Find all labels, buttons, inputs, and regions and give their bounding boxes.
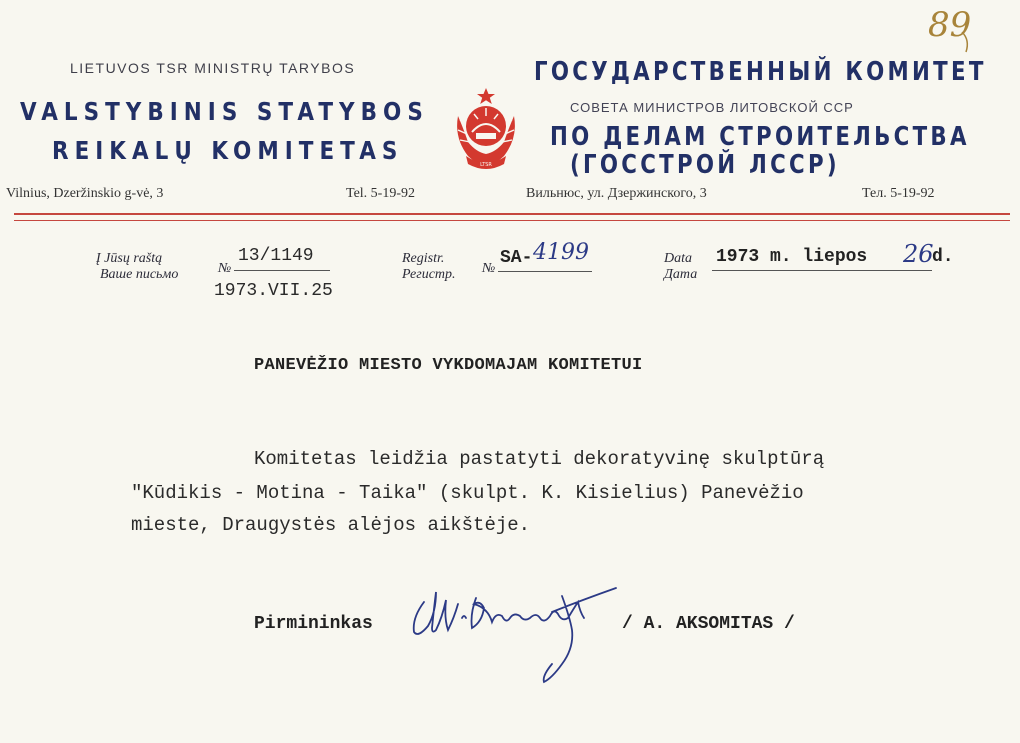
your-letter-number: 13/1149 xyxy=(238,246,314,266)
date-suffix: d. xyxy=(932,247,954,267)
your-letter-number-line xyxy=(234,270,330,271)
registration-number-handwritten: 4199 xyxy=(533,240,589,265)
committee-name-ru-line2: ПО ДЕЛАМ СТРОИТЕЛЬСТВА xyxy=(550,122,970,152)
committee-name-ru-line3: (ГОССТРОЙ ЛССР) xyxy=(570,150,840,180)
body-line-1: Komitetas leidžia pastatyti dekoratyvinę skulptūrą xyxy=(254,448,825,470)
committee-name-lt-line2: REIKALŲ KOMITETAS xyxy=(52,136,404,165)
no-symbol-registr: № xyxy=(482,261,496,276)
date-label-lt: Data xyxy=(664,251,692,266)
handwritten-signature xyxy=(402,578,622,686)
date-label-ru: Дата xyxy=(664,267,698,282)
committee-name-ru-line1: ГОСУДАРСТВЕННЫЙ КОМИТЕТ xyxy=(534,57,987,87)
no-symbol: № xyxy=(218,261,232,276)
registration-label-lt: Registr. xyxy=(402,251,445,266)
tel-lt: Tel. 5-19-92 xyxy=(346,186,416,201)
your-letter-label-ru: Ваше письмо xyxy=(100,267,179,282)
signatory-name: / A. AKSOMITAS / xyxy=(622,614,795,634)
tel-ru: Тел. 5-19-92 xyxy=(862,186,935,201)
your-letter-date: 1973.VII.25 xyxy=(214,281,333,301)
registration-number-line xyxy=(498,271,592,272)
date-line xyxy=(712,270,932,271)
registration-prefix: SA- xyxy=(500,248,533,268)
letterhead-rule-thin xyxy=(14,220,1010,221)
page-number-mark xyxy=(926,2,982,54)
date-typed: 1973 m. liepos xyxy=(716,247,868,267)
svg-text:LTSR: LTSR xyxy=(480,162,492,168)
council-ru: СОВЕТА МИНИСТРОВ ЛИТОВСКОЙ ССР xyxy=(570,100,854,115)
committee-name-lt-line1: VALSTYBINIS STATYBOS xyxy=(20,97,429,126)
address-ru: Вильнюс, ул. Дзержинского, 3 xyxy=(526,186,707,201)
body-line-2: "Kūdikis - Motina - Taika" (skulpt. K. Kisielius) Panevėžio xyxy=(131,482,804,504)
signatory-title: Pirmininkas xyxy=(254,614,373,634)
your-letter-label-lt: Į Jūsų raštą xyxy=(96,251,163,266)
addressee: PANEVĖŽIO MIESTO VYKDOMAJAM KOMITETUI xyxy=(254,356,643,375)
date-day-handwritten: 26 xyxy=(903,240,934,268)
body-line-3: mieste, Draugystės alėjos aikštėje. xyxy=(131,514,531,536)
lithuanian-ssr-emblem-icon xyxy=(448,86,524,172)
ministry-council-lt: LIETUVOS TSR MINISTRŲ TARYBOS xyxy=(70,60,356,76)
page-number: 89 xyxy=(928,5,972,45)
address-lt: Vilnius, Dzeržinskio g-vė, 3 xyxy=(6,186,164,201)
registration-label-ru: Регистр. xyxy=(402,267,456,282)
letterhead-rule xyxy=(14,213,1010,215)
